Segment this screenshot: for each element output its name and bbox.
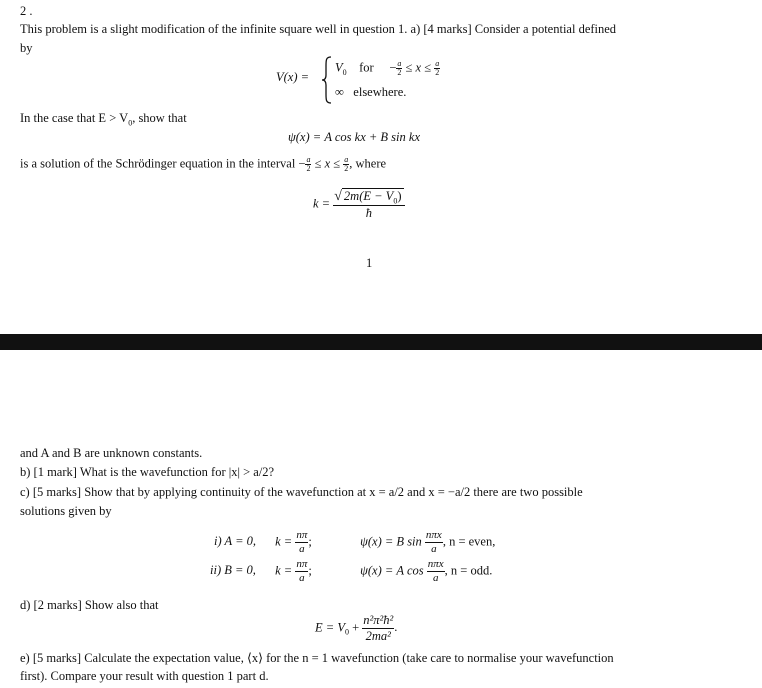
- part-e-line1: e) [5 marks] Calculate the expectation value, ⟨x⟩ for the n = 1 wavefunction (take care to normalise your wavefunction: [20, 651, 614, 665]
- potential-lhs: V(x) =: [276, 70, 310, 84]
- half-a-num: a: [306, 155, 311, 164]
- solution-psi-fraction: [427, 559, 445, 584]
- intro-text-line2: by: [20, 41, 33, 55]
- constants-line: and A and B are unknown constants.: [20, 446, 203, 460]
- energy-plus: +: [352, 620, 360, 635]
- half-a-den: 2: [344, 164, 349, 173]
- half-a-den: 2: [435, 68, 440, 77]
- solution-row-2: [210, 559, 492, 584]
- half-a-num: a: [435, 59, 440, 68]
- k-numerator-text: 2m(E − V: [343, 189, 394, 203]
- intro-text-line1: This problem is a slight modification of the infinite square well in question 1. a) [4 marks] Consider a potential defined: [20, 22, 617, 36]
- part-d: d) [2 marks] Show also that: [20, 598, 159, 612]
- k-fraction: [333, 188, 404, 220]
- solution-k-fraction: [295, 530, 308, 555]
- psi-equation: ψ(x) = A cos kx + B sin kx: [288, 130, 420, 144]
- part-b: b) [1 mark] What is the wavefunction for |x| > a/2?: [20, 465, 275, 479]
- k-equation: [313, 188, 405, 220]
- solution-text-start: is a solution of the Schrödinger equation in the interval −: [20, 156, 306, 171]
- case-text-sub: 0: [128, 118, 133, 128]
- potential-case1-cond: ≤ x ≤: [405, 60, 432, 75]
- solution-sep: ;: [308, 534, 312, 549]
- half-a-num: a: [397, 59, 402, 68]
- k-numerator: [333, 188, 404, 206]
- energy-end: .: [394, 619, 398, 634]
- solution-psi-den: a: [431, 543, 437, 555]
- energy-equation: [315, 614, 397, 642]
- k-numerator-sub: 0: [393, 196, 398, 206]
- solution-k-lhs: k =: [275, 563, 293, 578]
- solution-psi-lhs: ψ(x) = B sin: [360, 534, 422, 549]
- solution-k-num: nπ: [296, 558, 308, 570]
- solution-label: i) A = 0,: [214, 534, 257, 549]
- solution-psi-lhs: ψ(x) = A cos: [360, 563, 424, 578]
- half-a-fraction: [434, 60, 440, 77]
- energy-lhs-sub: 0: [344, 627, 349, 637]
- energy-fraction: [362, 614, 394, 642]
- energy-denominator: 2ma²: [365, 628, 391, 643]
- solution-psi-num: nπx: [425, 529, 442, 541]
- energy-lhs: E = V: [315, 620, 345, 635]
- half-a-num: a: [344, 155, 349, 164]
- solution-n-cond: , n = even,: [442, 534, 496, 549]
- solution-n-cond: , n = odd.: [444, 563, 493, 578]
- solution-k-den: a: [299, 572, 305, 584]
- solution-psi-den: a: [432, 572, 439, 584]
- solution-k-den: a: [299, 543, 305, 555]
- part-c-line1: c) [5 marks] Show that by applying continuity of the wavefunction at x = a/2 and x = −a/2 there are two possible: [20, 485, 583, 499]
- half-a-fraction: [396, 60, 402, 77]
- left-brace: [321, 56, 333, 104]
- potential-case-2: [335, 85, 406, 100]
- sqrt-icon: √: [334, 189, 342, 204]
- case-text: [20, 111, 187, 126]
- solution-text-mid: ≤ x ≤: [314, 156, 341, 171]
- potential-case1-sub: 0: [342, 67, 347, 77]
- k-lhs: k =: [313, 196, 331, 211]
- potential-case2-word: elsewhere.: [353, 85, 407, 99]
- case-text-end: , show that: [132, 111, 187, 125]
- part-c-line2: solutions given by: [20, 504, 112, 518]
- solution-psi-fraction: [425, 530, 443, 555]
- solution-text: [20, 156, 386, 173]
- k-numerator-end: ): [397, 189, 402, 203]
- page-divider: [0, 334, 762, 350]
- energy-numerator: n²π²ħ²: [363, 613, 394, 627]
- solution-label: ii) B = 0,: [210, 563, 256, 578]
- potential-case2-value: ∞: [335, 85, 344, 99]
- half-a-den: 2: [306, 164, 311, 173]
- potential-case1-value: V: [335, 60, 343, 75]
- solution-k-num: nπ: [296, 529, 308, 541]
- solution-row-1: [214, 530, 495, 555]
- potential-case1-word: for: [359, 60, 374, 75]
- k-denominator: ħ: [365, 206, 372, 220]
- solution-sep: ;: [308, 563, 312, 578]
- half-a-fraction: [305, 156, 311, 173]
- problem-number: 2 .: [20, 4, 33, 18]
- solution-k-lhs: k =: [275, 534, 293, 549]
- page-number: 1: [366, 256, 373, 270]
- solution-text-end: , where: [349, 156, 387, 171]
- part-e-line2: first). Compare your result with question 1 part d.: [20, 669, 269, 683]
- potential-case-1: $V_0$ for − $\frac{a}{2}$ ≤ x ≤ $\frac{a}{2}$: [335, 59, 440, 77]
- half-a-den: 2: [397, 68, 402, 77]
- case-text-start: In the case that E > V: [20, 111, 129, 125]
- solution-psi-num: nπx: [427, 558, 444, 570]
- solution-k-fraction: [295, 559, 308, 584]
